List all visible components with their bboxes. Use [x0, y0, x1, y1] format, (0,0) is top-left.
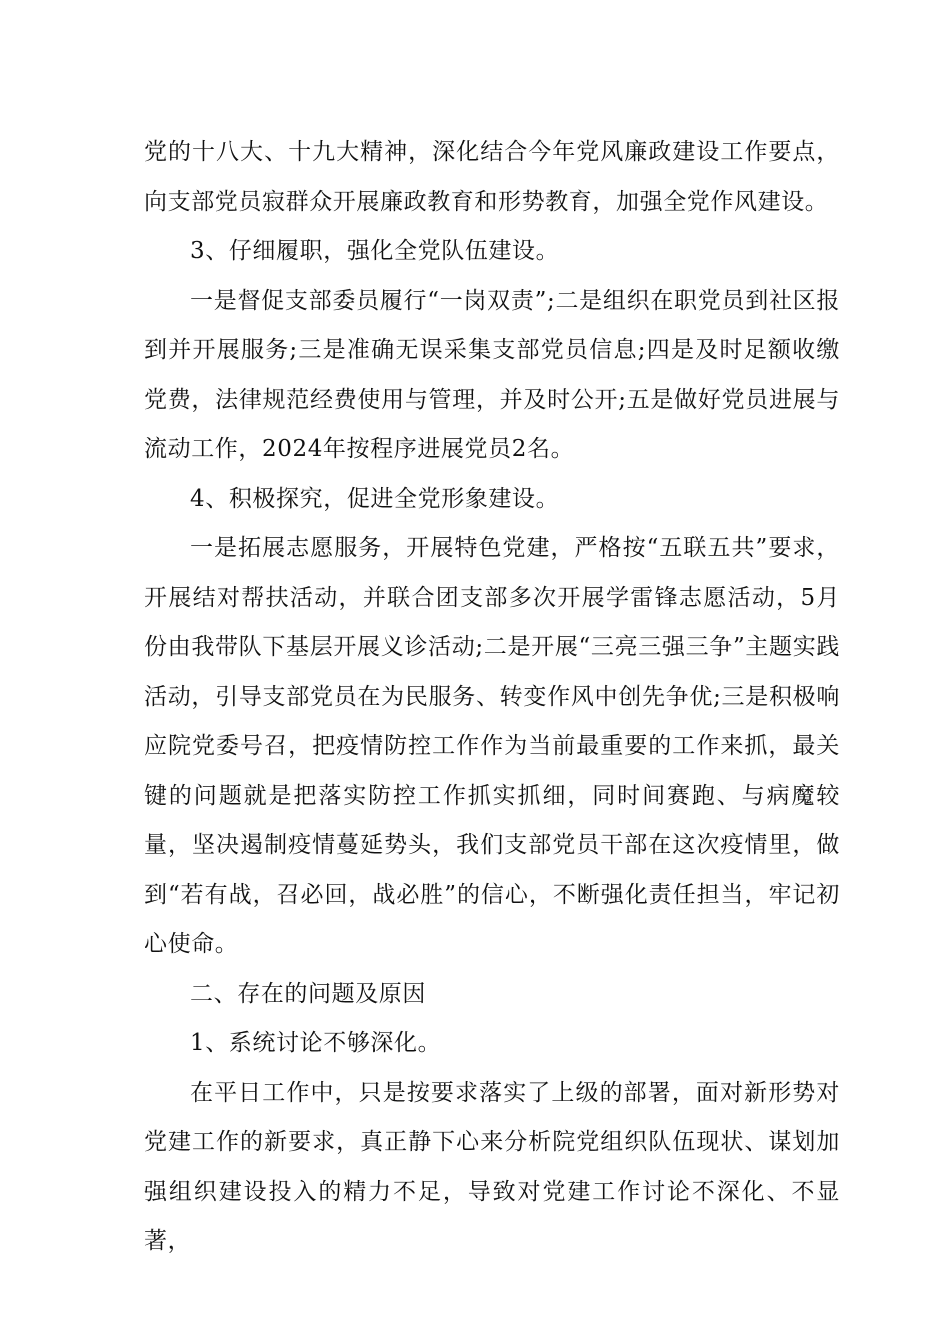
paragraph-continuation: 党的十八大、十九大精神，深化结合今年党风廉政建设工作要点，向支部党员寂群众开展廉政教育和形势教育，加强全党作风建设。 [144, 139, 840, 215]
document-body [144, 128, 840, 1267]
subheading-1: 1、系统讨论不够深化。 [190, 1030, 442, 1056]
section-heading-problems: 二、存在的问题及原因 [190, 980, 426, 1007]
paragraph-discussion: 在平日工作中，只是按要求落实了上级的部署，面对新形势对党建工作的新要求，真正静下心来分析院党组织队伍现状、谋划加强组织建设投入的精力不足，导致对党建工作讨论不深化、不显著， [144, 1079, 840, 1254]
paragraph-team-building: 一是督促支部委员履行“一岗双责”;二是组织在职党员到社区报到并开展服务;三是准确无误采集支部党员信息;四是及时足额收缴党费，法律规范经费使用与管理，并及时公开;五是做好党员进展与流动工作，2024年按程序进展党员2名。 [144, 287, 840, 462]
paragraph-image-building: 一是拓展志愿服务，开展特色党建，严格按“五联五共”要求，开展结对帮扶活动，并联合团支部多次开展学雷锋志愿活动，5月份由我带队下基层开展义诊活动;二是开展“三亮三强三争”主题实践活动，引导支部党员在为民服务、转变作风中创先争优;三是积极响应院党委号召，把疫情防控工作作为当前最重要的工作来抓，最关键的问题就是把落实防控工作抓实抓细，同时间赛跑、与病魔较量，坚决遏制疫情蔓延势头，我们支部党员干部在这次疫情里，做到“若有战，召必回，战必胜”的信心，不断强化责任担当，牢记初心使命。 [144, 535, 840, 957]
subheading-4: 4、积极探究，促进全党形象建设。 [190, 485, 560, 512]
subheading-3: 3、仔细履职，强化全党队伍建设。 [190, 238, 560, 264]
